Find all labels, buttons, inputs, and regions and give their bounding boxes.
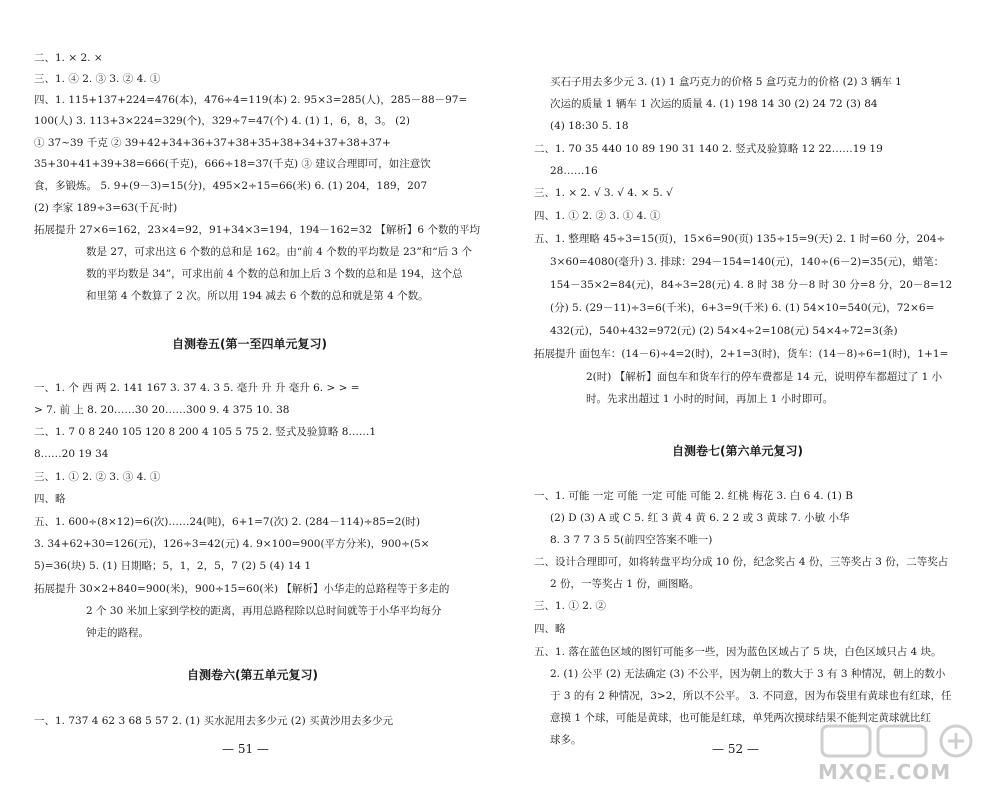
answer-line: (2) 李家 189÷3=63(千瓦·时) xyxy=(34,202,178,214)
answer-line: 三、1. ① 2. ② xyxy=(534,600,607,612)
answer-line: 四、1. 115+137+224=476(本)，476÷4=119(本) 2. 95×3=285(人)，285－88－97= xyxy=(34,94,468,106)
answer-line: 五、1. 600÷(8×12)=6(次)……24(吨)，6+1=7(次) 2. (284－114)÷85=2(时) xyxy=(34,516,421,528)
answer-line: 于 3 的有 2 种情况，3>2，所以不公平。 3. 不同意，因为布袋里有黄球也有红球，任 xyxy=(550,690,952,702)
answer-line: 一、1. 可能 一定 可能 一定 可能 可能 2. 红桃 梅花 3. 白 6 4. (1) B xyxy=(534,490,853,502)
answer-line: 432(元)，540+432=972(元) (2) 54×4÷2=108(元) 54×4÷72=3(条) xyxy=(550,325,898,337)
answer-line: 五、1. 整理略 45÷3=15(页)，15×6=90(页) 135÷15=9(天) 2. 1 时=60 分，204÷ xyxy=(534,233,946,245)
answer-line: 四、1. ① 2. ② 3. ① 4. ① xyxy=(534,210,661,222)
answer-line: 四、略 xyxy=(34,493,66,505)
extension-line: 钟走的路程。 xyxy=(86,627,149,639)
page-number: — 51 — xyxy=(222,742,269,756)
watermark-logo xyxy=(808,722,994,782)
extension-line: 2(时) 【解析】面包车和货车行的停车费都是 14 元，说明停车都超过了 1 小 xyxy=(586,371,943,383)
answer-line: 二、1. 70 35 440 10 89 190 31 140 2. 竖式及验算略 12 22……19 19 xyxy=(534,143,883,155)
watermark-badge-icon xyxy=(808,722,994,762)
answer-line: 二、设计合理即可，如将转盘平均分成 10 份，纪念奖占 4 份，三等奖占 3 份，二等奖占 xyxy=(534,556,949,568)
answer-line: 五、1. 落在蓝色区域的图钉可能多一些，因为蓝色区域占了 5 块，白色区域只占 4 块。 xyxy=(534,646,942,658)
answer-line: ① 37~39 千克 ② 39+42+34+36+37+38+35+38+34+37+38+37+ xyxy=(34,137,391,149)
answer-line: 四、略 xyxy=(534,623,566,635)
answer-line: 食，多锻炼。 5. 9+(9－3)=15(分)，495×2÷15=66(米) 6. (1) 204，189，207 xyxy=(34,180,428,192)
answer-line: 次运的质量 1 辆车 1 次运的质量 4. (1) 198 14 30 (2) 24 72 (3) 84 xyxy=(550,98,878,110)
answer-line: 二、1. 7 0 8 240 105 120 8 200 4 105 5 75 2. 竖式及验算略 8……1 xyxy=(34,426,377,438)
answer-line: 35+30+41+39+38=666(千克)，666÷18=37(千克) ③ 建议合理即可，如注意饮 xyxy=(34,158,431,170)
answer-line: 5)=36(块) 5. (1) 日期略；5，1，2，5，7 (2) 5 (4) 14 1 xyxy=(34,560,312,572)
answer-line: 3. 34+62+30=126(元)，126÷3=42(元) 4. 9×100=900(平方分米)，900÷(5× xyxy=(34,538,430,550)
section-title: 自测卷五(第一至四单元复习) xyxy=(172,337,327,351)
extension-line: 时。先求出超过 1 小时的时间，再加上 1 小时即可。 xyxy=(586,393,834,405)
answer-line: 2 份，一等奖占 1 份，画图略。 xyxy=(550,578,700,590)
answer-line: 154－35×2=84(元)，84÷3=28(元) 4. 8 时 38 分－8 时 30 分=8 分，20－8=12 xyxy=(550,279,953,291)
answer-line: 28……16 xyxy=(550,165,598,177)
answer-line: 8……20 19 34 xyxy=(34,448,109,460)
extension-line: 拓展提升 30×2+840=900(米)，900÷15=60(米) 【解析】小华走的总路程等于多走的 xyxy=(34,583,450,595)
extension-line: 拓展提升 面包车：(14－6)÷4=2(时)，2+1=3(时)，货车：(14－8)÷6=1(时)，1+1= xyxy=(534,348,949,360)
answer-line: 三、1. ④ 2. ③ 3. ② 4. ① xyxy=(34,73,161,85)
section-title: 自测卷六(第五单元复习) xyxy=(187,668,318,682)
answer-line: > 7. 前 上 8. 20……30 20……300 9. 4 375 10. 38 xyxy=(34,404,290,416)
answer-line: 意摸 1 个球，可能是黄球，也可能是红球，单凭两次摸球结果不能判定黄球就比红 xyxy=(550,712,931,724)
answer-line: 100(人) 3. 113+3×224=329(个)，329÷7=47(个) 4. (1) 1，6，8，3。 (2) xyxy=(34,115,411,127)
answer-line: 二、1. × 2. × xyxy=(34,52,103,64)
extension-line: 数的平均数是 34”，可求出前 4 个数的总和加上后 3 个数的总和是 194，这个总 xyxy=(86,268,463,280)
extension-line: 和里第 4 个数算了 2 次。所以用 194 减去 6 个数的总和就是第 4 个数。 xyxy=(86,290,429,302)
answer-line: 球多。 xyxy=(550,734,582,746)
answer-line: 2. (1) 公平 (2) 无法确定 (3) 不公平，因为朝上的数大于 3 有 3 种情况，朝上的数小 xyxy=(550,668,946,680)
answer-line: 8. 3 7 7 3 5 5(前四空答案不唯一) xyxy=(550,534,713,546)
page-number: — 52 — xyxy=(712,742,759,756)
answer-line: 一、1. 个 西 两 2. 141 167 3. 37 4. 3 5. 毫升 升 升 毫升 6. > > = xyxy=(34,382,360,394)
watermark-text: MXQE.COM xyxy=(818,760,952,784)
answer-line: 三、1. × 2. √ 3. √ 4. × 5. √ xyxy=(534,187,673,199)
answer-line: 3×60=4080(毫升) 3. 排球：294－154=140(元)，140÷(6－2)=35(元)，蜡笔： xyxy=(550,256,945,268)
extension-line: 数是 27，可求出这 6 个数的总和是 162。由“前 4 个数的平均数是 23”和“后 3 个 xyxy=(86,246,472,258)
answer-line: (分) 5. (29－11)÷3=6(千米)，6+3=9(千米) 6. (1) 54×10=540(元)，72×6= xyxy=(550,302,935,314)
answer-line: 一、1. 737 4 62 3 68 5 57 2. (1) 买水泥用去多少元 (2) 买黄沙用去多少元 xyxy=(34,715,393,727)
answer-line: 三、1. ① 2. ② 3. ③ 4. ① xyxy=(34,471,161,483)
answer-line: (4) 18:30 5. 18 xyxy=(550,120,629,132)
section-title: 自测卷七(第六单元复习) xyxy=(672,444,803,458)
extension-line: 2 个 30 米加上家到学校的距离，再用总路程除以总时间就等于小华平均每分 xyxy=(86,605,442,617)
right-page xyxy=(500,0,1000,785)
answer-line: (2) D (3) A 或 C 5. 红 3 黄 4 黄 6. 2 2 或 3 黄球 7. 小敏 小华 xyxy=(550,512,850,524)
answer-line: 买石子用去多少元 3. (1) 1 盒巧克力的价格 5 盒巧克力的价格 (2) 3 辆车 1 xyxy=(550,76,902,88)
extension-line: 拓展提升 27×6=162，23×4=92，91+34×3=194，194－162=32 【解析】6 个数的平均 xyxy=(34,224,480,236)
